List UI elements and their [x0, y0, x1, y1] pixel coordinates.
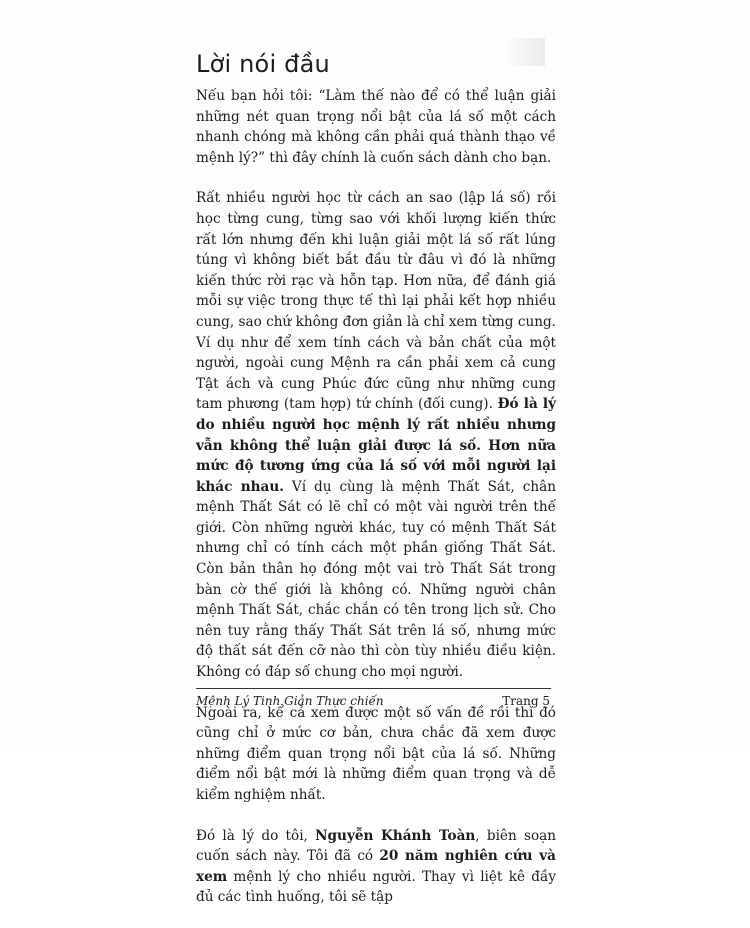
- paragraph-text: mệnh lý cho nhiều người. Thay vì liệt kê đầy đủ các tình huống, tôi sẽ tập: [196, 868, 556, 906]
- footer-divider: [196, 688, 551, 689]
- paragraph-text: Ngoài ra, kể cả xem được một số vấn đề rồi thì đó cũng chỉ ở mức cơ bản, chưa chắc đã xem được những điểm quan trọng nổi bật của lá số. Những điểm nổi bật mới là những điểm quan trọng và dễ kiểm nghiệm nhất.: [196, 704, 556, 803]
- paragraph-1: [196, 86, 556, 168]
- author-name: Nguyễn Khánh Toàn: [315, 827, 476, 844]
- paragraph-text: Nếu bạn hỏi tôi: “Làm thế nào để có thể luận giải những nét quan trọng nổi bật của lá số một cách nhanh chóng mà không cần phải quá thành thạo về mệnh lý?” thì đây chính là cuốn sách dành cho bạn.: [196, 88, 556, 166]
- footer-page-number: Trang 5: [502, 694, 550, 708]
- paragraph-4: [196, 826, 556, 908]
- paragraph-text: Rất nhiều người học từ cách an sao (lập lá số) rồi học từng cung, từng sao với khối lượng kiến thức rất lớn nhưng đến khi luận giải một lá số rất lúng túng vì không biết bắt đầu từ đâu vì đó là những kiến thức rời rạc và hỗn tạp. Hơn nữa, để đánh giá mỗi sự việc trong thực tế thì lại phải kết hợp nhiều cung, sao chứ không đơn giản là chỉ xem từng cung. Ví dụ như để xem tính cách và bản chất của một người, ngoài cung Mệnh ra cần phải xem cả cung Tật ách và cung Phúc đức cũng như những cung tam phương (tam hợp) tứ chính (đối cung).: [196, 190, 556, 413]
- paragraph-bold-text: 20 năm nghiên cứu và xem: [196, 848, 556, 885]
- paragraph-text: Đó là lý do tôi,: [196, 827, 316, 844]
- paragraph-2: [196, 188, 556, 682]
- page-content: [196, 48, 556, 928]
- paragraph-text: Ví dụ cùng là mệnh Thất Sát, chân mệnh Thất Sát có lẽ chỉ có một vài người trên thế giới. Còn những người khác, tuy có mệnh Thất Sát nhưng chỉ có tính cách một phần giống Thất Sát. Còn bản thân họ đóng một vai trò Thất Sát trong bàn cờ thế giới là không có. Những người chân mệnh Thất Sát, chắc chắn có tên trong lịch sử. Cho nên tuy rằng thấy Thất Sát trên lá số, nhưng mức độ thất sát đến cỡ nào thì còn tùy nhiều điều kiện. Không có đáp số chung cho mọi người.: [196, 478, 556, 681]
- paragraph-3: [196, 703, 556, 806]
- paragraph-bold-text: Đó là lý do nhiều người học mệnh lý rất nhiều nhưng vẫn không thể luận giải được lá số. Hơn nữa mức độ tương ứng của lá số với mỗi người lại khác nhau.: [196, 396, 556, 495]
- footer-book-title: Mệnh Lý Tinh Giản Thực chiến: [196, 694, 384, 708]
- page-title: Lời nói đầu: [196, 50, 330, 78]
- paragraph-text: , biên soạn cuốn sách này. Tôi đã có: [196, 827, 556, 865]
